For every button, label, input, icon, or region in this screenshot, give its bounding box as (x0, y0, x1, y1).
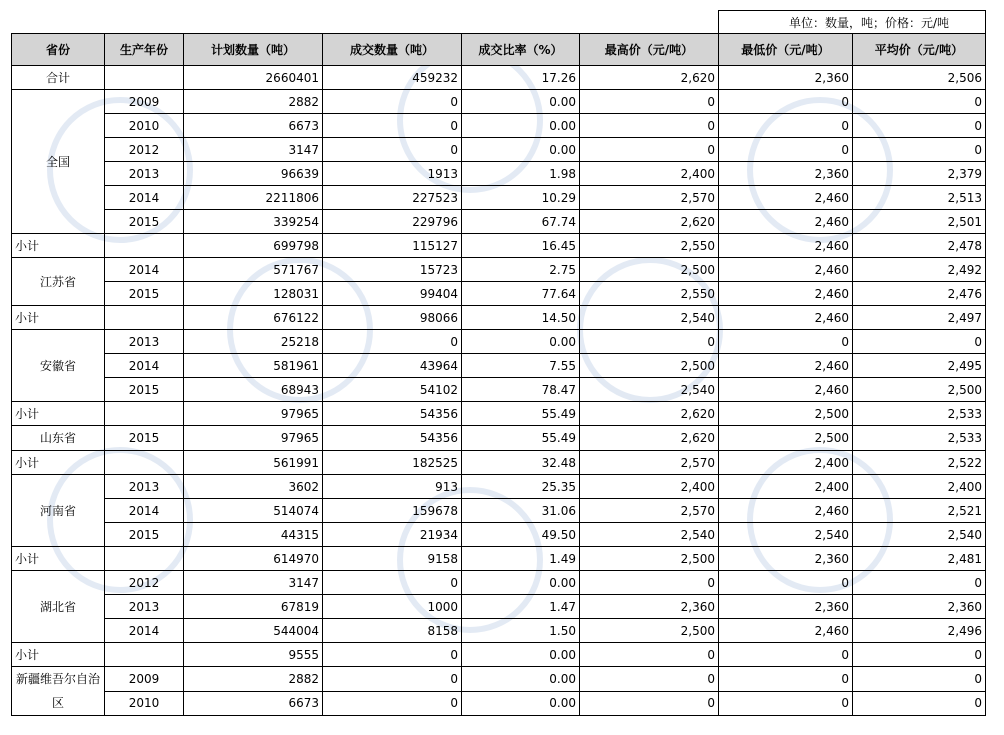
avg-cell: 2,379 (853, 162, 986, 186)
ratio-cell: 67.74 (462, 210, 580, 234)
deal-cell: 0 (323, 90, 462, 114)
ratio-cell: 77.64 (462, 282, 580, 306)
subtotal-deal: 115127 (323, 234, 462, 258)
avg-cell: 0 (853, 691, 986, 716)
low-cell: 0 (719, 330, 853, 354)
year-cell: 2013 (105, 162, 184, 186)
subtotal-low: 0 (719, 643, 853, 667)
deal-cell: 8158 (323, 619, 462, 643)
high-cell: 2,540 (580, 378, 719, 402)
avg-cell: 0 (853, 571, 986, 595)
year-cell: 2014 (105, 354, 184, 378)
subtotal-high: 2,540 (580, 306, 719, 330)
unit-label: 单位：数量，吨；价格：元/吨 (719, 11, 986, 34)
table-row (12, 210, 986, 234)
total-deal: 459232 (323, 66, 462, 90)
subtotal-label: 小计 (12, 643, 105, 667)
deal-cell: 0 (323, 691, 462, 716)
subtotal-label: 小计 (12, 306, 105, 330)
year-cell: 2013 (105, 330, 184, 354)
ratio-cell: 0.00 (462, 114, 580, 138)
deal-cell: 15723 (323, 258, 462, 282)
province-cell: 全国 (12, 90, 105, 234)
ratio-cell: 55.49 (462, 426, 580, 451)
low-cell: 2,460 (719, 619, 853, 643)
subtotal-ratio: 32.48 (462, 451, 580, 475)
high-cell: 0 (580, 571, 719, 595)
table-row (12, 523, 986, 547)
plan-cell: 571767 (184, 258, 323, 282)
subtotal-avg: 2,481 (853, 547, 986, 571)
year-cell: 2009 (105, 667, 184, 692)
year-cell: 2013 (105, 595, 184, 619)
low-cell: 2,460 (719, 186, 853, 210)
header-plan: 计划数量（吨） (184, 34, 323, 66)
high-cell: 2,620 (580, 426, 719, 451)
year-cell: 2015 (105, 378, 184, 402)
subtotal-row (12, 402, 986, 426)
ratio-cell: 1.47 (462, 595, 580, 619)
subtotal-avg: 2,497 (853, 306, 986, 330)
deal-cell: 54102 (323, 378, 462, 402)
ratio-cell: 10.29 (462, 186, 580, 210)
year-cell: 2014 (105, 258, 184, 282)
deal-cell: 227523 (323, 186, 462, 210)
subtotal-plan: 614970 (184, 547, 323, 571)
subtotal-year (105, 451, 184, 475)
year-cell: 2012 (105, 138, 184, 162)
year-cell: 2015 (105, 282, 184, 306)
subtotal-low: 2,500 (719, 402, 853, 426)
year-cell: 2010 (105, 114, 184, 138)
high-cell: 2,400 (580, 475, 719, 499)
ratio-cell: 0.00 (462, 667, 580, 692)
high-cell: 0 (580, 138, 719, 162)
table-row (12, 378, 986, 402)
low-cell: 0 (719, 571, 853, 595)
subtotal-low: 2,360 (719, 547, 853, 571)
high-cell: 2,360 (580, 595, 719, 619)
subtotal-deal: 9158 (323, 547, 462, 571)
low-cell: 0 (719, 691, 853, 716)
deal-cell: 43964 (323, 354, 462, 378)
year-cell: 2015 (105, 523, 184, 547)
ratio-cell: 78.47 (462, 378, 580, 402)
subtotal-high: 2,570 (580, 451, 719, 475)
year-cell: 2013 (105, 475, 184, 499)
subtotal-year (105, 402, 184, 426)
high-cell: 0 (580, 691, 719, 716)
subtotal-high: 2,500 (580, 547, 719, 571)
low-cell: 2,400 (719, 475, 853, 499)
high-cell: 0 (580, 330, 719, 354)
table-row (12, 571, 986, 595)
subtotal-year (105, 306, 184, 330)
high-cell: 2,500 (580, 619, 719, 643)
table-container (11, 10, 986, 716)
deal-cell: 0 (323, 330, 462, 354)
avg-cell: 2,513 (853, 186, 986, 210)
plan-cell: 67819 (184, 595, 323, 619)
avg-cell: 2,492 (853, 258, 986, 282)
ratio-cell: 0.00 (462, 330, 580, 354)
low-cell: 0 (719, 114, 853, 138)
subtotal-ratio: 55.49 (462, 402, 580, 426)
avg-cell: 2,496 (853, 619, 986, 643)
province-cell: 山东省 (12, 426, 105, 451)
plan-cell: 6673 (184, 691, 323, 716)
ratio-cell: 49.50 (462, 523, 580, 547)
avg-cell: 0 (853, 90, 986, 114)
subtotal-ratio: 14.50 (462, 306, 580, 330)
subtotal-ratio: 1.49 (462, 547, 580, 571)
table-row (12, 90, 986, 114)
unit-row (12, 11, 986, 34)
plan-cell: 68943 (184, 378, 323, 402)
high-cell: 2,500 (580, 354, 719, 378)
deal-cell: 0 (323, 114, 462, 138)
subtotal-year (105, 234, 184, 258)
header-avg: 平均价（元/吨） (853, 34, 986, 66)
deal-cell: 99404 (323, 282, 462, 306)
header-deal: 成交数量（吨） (323, 34, 462, 66)
plan-cell: 544004 (184, 619, 323, 643)
table-row (12, 475, 986, 499)
table-row (12, 426, 986, 451)
subtotal-deal: 98066 (323, 306, 462, 330)
high-cell: 2,400 (580, 162, 719, 186)
header-ratio: 成交比率（%） (462, 34, 580, 66)
plan-cell: 97965 (184, 426, 323, 451)
table-row (12, 595, 986, 619)
subtotal-avg: 2,478 (853, 234, 986, 258)
high-cell: 2,570 (580, 186, 719, 210)
deal-cell: 21934 (323, 523, 462, 547)
ratio-cell: 2.75 (462, 258, 580, 282)
table-row (12, 186, 986, 210)
avg-cell: 2,521 (853, 499, 986, 523)
province-cell: 新疆维吾尔自治区 (12, 667, 105, 716)
header-province: 省份 (12, 34, 105, 66)
deal-cell: 0 (323, 667, 462, 692)
subtotal-low: 2,460 (719, 306, 853, 330)
total-label: 合计 (12, 66, 105, 90)
subtotal-plan: 561991 (184, 451, 323, 475)
table-row (12, 354, 986, 378)
table-row (12, 114, 986, 138)
plan-cell: 2882 (184, 90, 323, 114)
low-cell: 0 (719, 138, 853, 162)
plan-cell: 2211806 (184, 186, 323, 210)
subtotal-high: 2,620 (580, 402, 719, 426)
subtotal-plan: 676122 (184, 306, 323, 330)
province-cell: 安徽省 (12, 330, 105, 402)
subtotal-plan: 699798 (184, 234, 323, 258)
high-cell: 0 (580, 114, 719, 138)
ratio-cell: 0.00 (462, 571, 580, 595)
avg-cell: 0 (853, 330, 986, 354)
subtotal-avg: 0 (853, 643, 986, 667)
high-cell: 2,500 (580, 258, 719, 282)
subtotal-row (12, 306, 986, 330)
high-cell: 0 (580, 667, 719, 692)
low-cell: 2,460 (719, 282, 853, 306)
high-cell: 2,620 (580, 210, 719, 234)
avg-cell: 2,500 (853, 378, 986, 402)
low-cell: 2,460 (719, 378, 853, 402)
subtotal-row (12, 643, 986, 667)
low-cell: 2,500 (719, 426, 853, 451)
plan-cell: 128031 (184, 282, 323, 306)
ratio-cell: 1.98 (462, 162, 580, 186)
low-cell: 2,460 (719, 354, 853, 378)
ratio-cell: 0.00 (462, 691, 580, 716)
year-cell: 2015 (105, 210, 184, 234)
total-year (105, 66, 184, 90)
subtotal-deal: 0 (323, 643, 462, 667)
year-cell: 2015 (105, 426, 184, 451)
table-row (12, 162, 986, 186)
plan-cell: 2882 (184, 667, 323, 692)
avg-cell: 2,533 (853, 426, 986, 451)
deal-cell: 0 (323, 138, 462, 162)
high-cell: 0 (580, 90, 719, 114)
subtotal-low: 2,400 (719, 451, 853, 475)
table-row (12, 282, 986, 306)
total-plan: 2660401 (184, 66, 323, 90)
subtotal-high: 0 (580, 643, 719, 667)
low-cell: 2,460 (719, 210, 853, 234)
plan-cell: 339254 (184, 210, 323, 234)
avg-cell: 2,501 (853, 210, 986, 234)
avg-cell: 2,540 (853, 523, 986, 547)
table-row (12, 667, 986, 692)
subtotal-deal: 54356 (323, 402, 462, 426)
plan-cell: 25218 (184, 330, 323, 354)
subtotal-label: 小计 (12, 547, 105, 571)
low-cell: 0 (719, 90, 853, 114)
subtotal-ratio: 16.45 (462, 234, 580, 258)
deal-cell: 159678 (323, 499, 462, 523)
table-row (12, 138, 986, 162)
subtotal-plan: 9555 (184, 643, 323, 667)
year-cell: 2012 (105, 571, 184, 595)
high-cell: 2,570 (580, 499, 719, 523)
subtotal-deal: 182525 (323, 451, 462, 475)
subtotal-row (12, 234, 986, 258)
avg-cell: 0 (853, 114, 986, 138)
year-cell: 2014 (105, 499, 184, 523)
province-cell: 湖北省 (12, 571, 105, 643)
low-cell: 2,540 (719, 523, 853, 547)
low-cell: 2,360 (719, 595, 853, 619)
deal-cell: 913 (323, 475, 462, 499)
subtotal-row (12, 547, 986, 571)
year-cell: 2014 (105, 619, 184, 643)
avg-cell: 2,400 (853, 475, 986, 499)
plan-cell: 581961 (184, 354, 323, 378)
subtotal-low: 2,460 (719, 234, 853, 258)
header-row (12, 34, 986, 66)
ratio-cell: 0.00 (462, 138, 580, 162)
deal-cell: 1000 (323, 595, 462, 619)
subtotal-high: 2,550 (580, 234, 719, 258)
subtotal-label: 小计 (12, 402, 105, 426)
ratio-cell: 25.35 (462, 475, 580, 499)
low-cell: 2,460 (719, 499, 853, 523)
ratio-cell: 0.00 (462, 90, 580, 114)
table-row (12, 330, 986, 354)
plan-cell: 3147 (184, 138, 323, 162)
plan-cell: 514074 (184, 499, 323, 523)
year-cell: 2014 (105, 186, 184, 210)
deal-cell: 229796 (323, 210, 462, 234)
header-year: 生产年份 (105, 34, 184, 66)
plan-cell: 44315 (184, 523, 323, 547)
subtotal-year (105, 643, 184, 667)
province-cell: 江苏省 (12, 258, 105, 306)
subtotal-avg: 2,533 (853, 402, 986, 426)
total-avg: 2,506 (853, 66, 986, 90)
avg-cell: 2,360 (853, 595, 986, 619)
subtotal-avg: 2,522 (853, 451, 986, 475)
subtotal-ratio: 0.00 (462, 643, 580, 667)
avg-cell: 0 (853, 667, 986, 692)
high-cell: 2,550 (580, 282, 719, 306)
low-cell: 0 (719, 667, 853, 692)
deal-cell: 1913 (323, 162, 462, 186)
deal-cell: 54356 (323, 426, 462, 451)
avg-cell: 2,476 (853, 282, 986, 306)
province-cell: 河南省 (12, 475, 105, 547)
total-ratio: 17.26 (462, 66, 580, 90)
ratio-cell: 7.55 (462, 354, 580, 378)
plan-cell: 3602 (184, 475, 323, 499)
subtotal-label: 小计 (12, 451, 105, 475)
year-cell: 2009 (105, 90, 184, 114)
ratio-cell: 31.06 (462, 499, 580, 523)
table-row (12, 691, 986, 716)
plan-cell: 3147 (184, 571, 323, 595)
data-table (11, 10, 986, 716)
subtotal-year (105, 547, 184, 571)
total-low: 2,360 (719, 66, 853, 90)
header-high: 最高价（元/吨） (580, 34, 719, 66)
deal-cell: 0 (323, 571, 462, 595)
subtotal-plan: 97965 (184, 402, 323, 426)
table-row (12, 619, 986, 643)
low-cell: 2,460 (719, 258, 853, 282)
year-cell: 2010 (105, 691, 184, 716)
subtotal-row (12, 451, 986, 475)
table-row (12, 258, 986, 282)
subtotal-label: 小计 (12, 234, 105, 258)
header-low: 最低价（元/吨） (719, 34, 853, 66)
plan-cell: 96639 (184, 162, 323, 186)
table-row (12, 499, 986, 523)
total-row (12, 66, 986, 90)
low-cell: 2,360 (719, 162, 853, 186)
ratio-cell: 1.50 (462, 619, 580, 643)
avg-cell: 2,495 (853, 354, 986, 378)
avg-cell: 0 (853, 138, 986, 162)
high-cell: 2,540 (580, 523, 719, 547)
total-high: 2,620 (580, 66, 719, 90)
plan-cell: 6673 (184, 114, 323, 138)
